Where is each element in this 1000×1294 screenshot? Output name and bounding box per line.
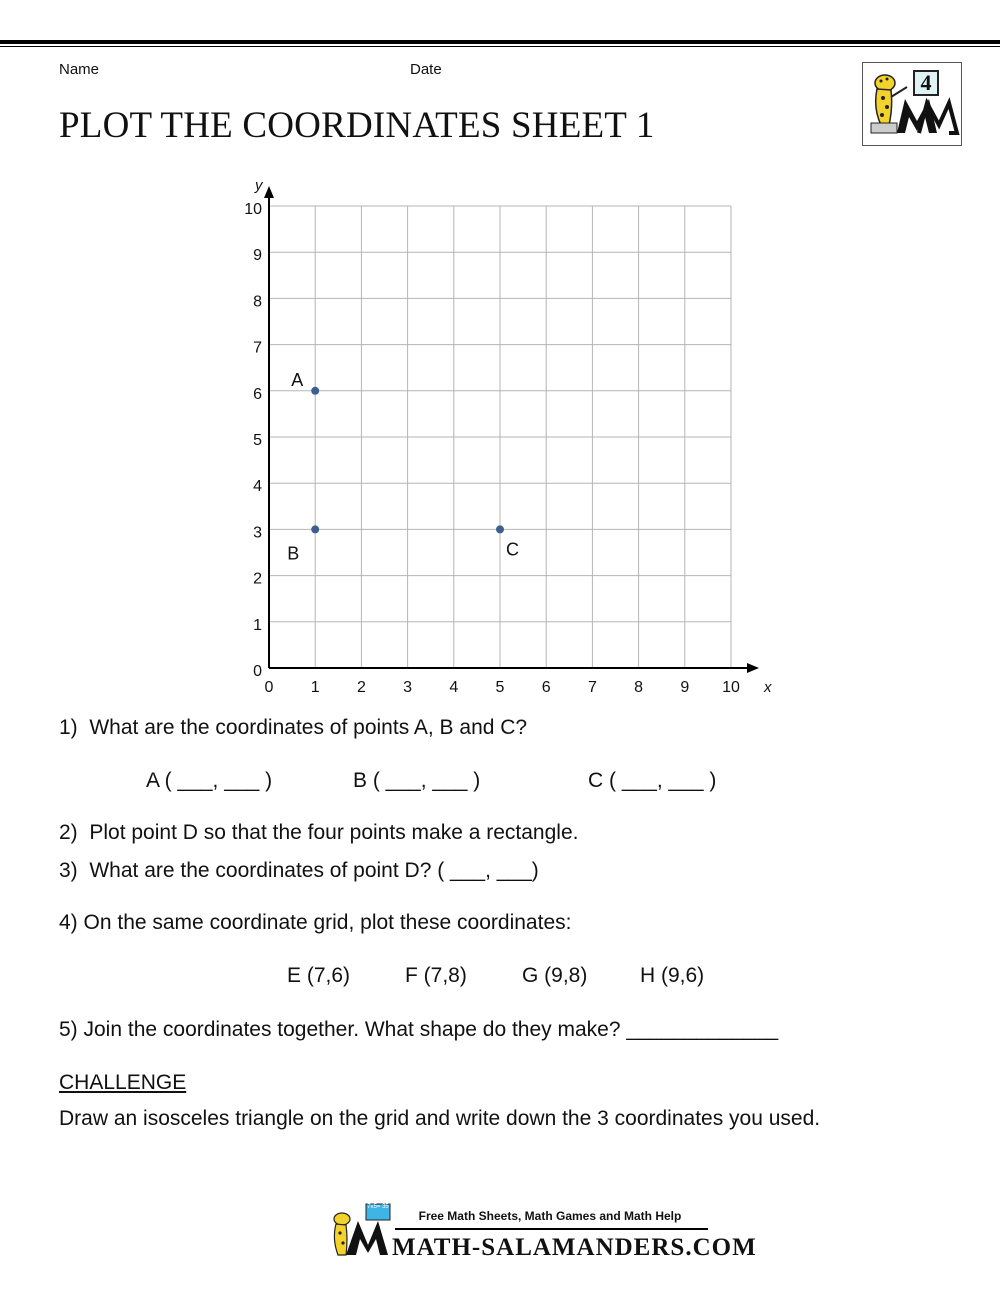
challenge-text: Draw an isosceles triangle on the grid and write down the 3 coordinates you used. <box>59 1107 821 1130</box>
point-a <box>311 387 319 395</box>
question-5: 5) Join the coordinates together. What shape do they make? _____________ <box>59 1018 779 1041</box>
x-tick-label: 4 <box>449 679 459 696</box>
x-tick-label: 8 <box>634 679 644 696</box>
date-label: Date <box>410 61 442 78</box>
footer-tagline: Free Math Sheets, Math Games and Math Help <box>418 1209 682 1223</box>
x-axis-label: x <box>764 679 772 696</box>
point-f: F (7,8) <box>405 964 467 987</box>
x-axis-arrow <box>747 663 759 673</box>
x-tick-label: 9 <box>680 679 690 696</box>
point-label-a: A <box>291 369 304 390</box>
x-tick-label: 0 <box>264 679 274 696</box>
name-label: Name <box>59 61 100 78</box>
y-tick-label: 2 <box>253 570 262 588</box>
question-2: 2) Plot point D so that the four points make a rectangle. <box>59 821 579 844</box>
point-e: E (7,6) <box>287 964 351 987</box>
x-tick-label: 7 <box>587 679 597 696</box>
y-tick-label: 4 <box>253 478 262 496</box>
y-axis-arrow <box>264 186 274 198</box>
x-tick-label: 2 <box>356 679 366 696</box>
x-tick-label: 10 <box>722 679 740 696</box>
x-tick-label: 5 <box>495 679 505 696</box>
y-tick-label: 8 <box>253 293 262 311</box>
y-tick-label: 6 <box>253 385 262 403</box>
point-label-c: C <box>506 539 519 560</box>
x-tick-label: 1 <box>310 679 320 696</box>
question-1: 1) What are the coordinates of points A, B and C? <box>59 716 528 739</box>
grade-badge: 4 <box>913 70 939 96</box>
question-3: 3) What are the coordinates of point D? ( ___, ___) <box>59 859 539 882</box>
x-tick-label: 6 <box>541 679 551 696</box>
footer-logo <box>326 1203 392 1265</box>
y-tick-label: 10 <box>244 201 262 218</box>
y-tick-label: 1 <box>253 616 262 634</box>
point-b <box>311 525 319 533</box>
footer-site-name: MATH-SALAMANDERS.COM <box>392 1234 757 1261</box>
x-tick-label: 3 <box>403 679 413 696</box>
answer-b: B ( ___, ___ ) <box>353 769 481 792</box>
challenge-title: CHALLENGE <box>59 1071 187 1094</box>
y-tick-label: 5 <box>253 432 262 449</box>
point-h: H (9,6) <box>640 964 705 987</box>
footer-logo-badge: 7x5= 35 <box>367 1204 389 1210</box>
answer-c: C ( ___, ___ ) <box>588 769 717 792</box>
y-tick-label: 3 <box>253 524 262 542</box>
point-label-b: B <box>287 543 300 564</box>
y-tick-label: 7 <box>253 339 262 357</box>
question-4: 4) On the same coordinate grid, plot these coordinates: <box>59 911 572 934</box>
y-axis-label: y <box>255 177 263 194</box>
point-g: G (9,8) <box>522 964 588 987</box>
y-tick-label: 9 <box>253 247 262 265</box>
y-tick-label: 0 <box>253 663 262 680</box>
answer-a: A ( ___, ___ ) <box>146 769 273 792</box>
page-title: PLOT THE COORDINATES SHEET 1 <box>59 105 655 146</box>
point-c <box>496 525 504 533</box>
footer-divider <box>395 1228 708 1230</box>
